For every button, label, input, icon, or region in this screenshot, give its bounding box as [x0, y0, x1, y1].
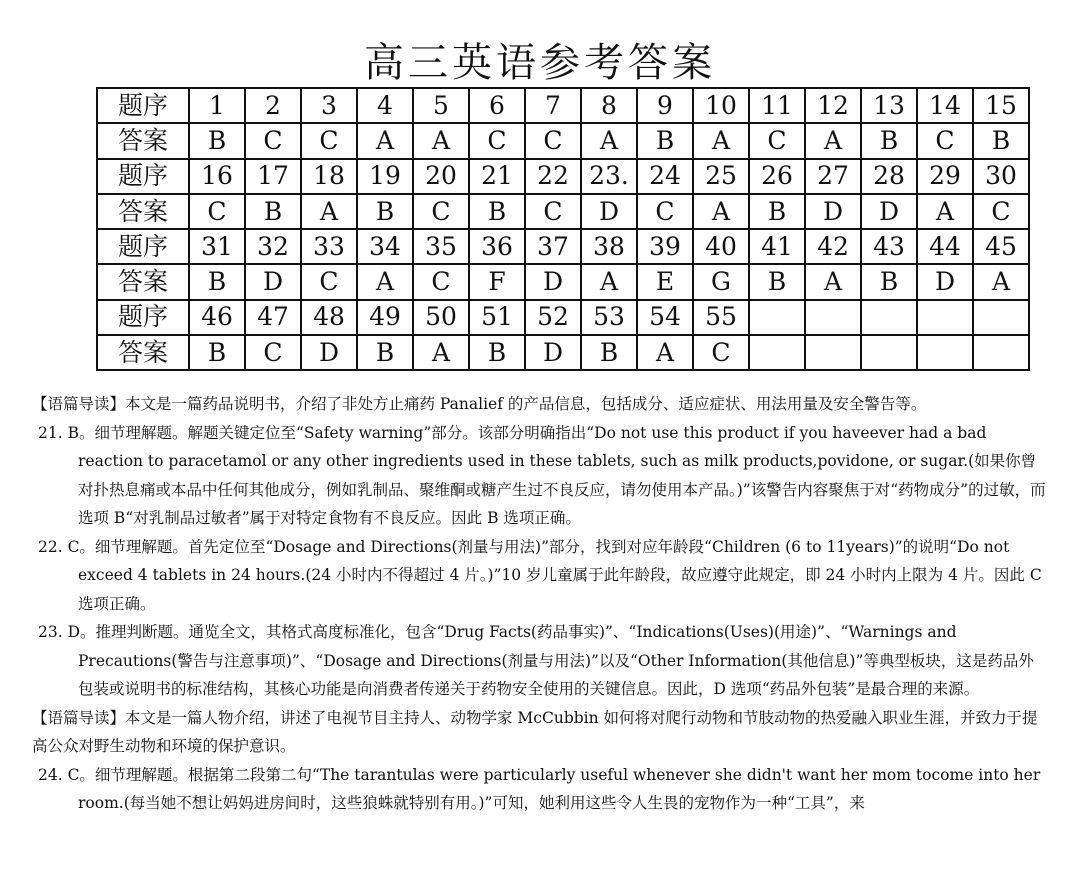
question-number-row	[97, 229, 1029, 264]
question-number-cell: 8	[581, 88, 637, 123]
question-number-cell: 29	[917, 159, 973, 194]
question-number-cell: 35	[413, 229, 469, 264]
question-number-cell: 39	[637, 229, 693, 264]
question-number-cell: 50	[413, 300, 469, 335]
answer-cell: D	[525, 264, 581, 299]
question-number-cell: 45	[973, 229, 1029, 264]
answer-cell: D	[861, 194, 917, 229]
answer-cell: A	[413, 335, 469, 370]
answer-row	[97, 335, 1029, 370]
question-number-cell: 26	[749, 159, 805, 194]
row-header-cell: 答案	[97, 194, 189, 229]
question-number-cell: 41	[749, 229, 805, 264]
question-number-cell: 46	[189, 300, 245, 335]
question-number-cell: 3	[301, 88, 357, 123]
answer-cell: A	[581, 264, 637, 299]
question-number-cell: 36	[469, 229, 525, 264]
passage-intro: 【语篇导读】本文是一篇人物介绍，讲述了电视节目主持人、动物学家 McCubbin 如何将对爬行动物和节肢动物的热爱融入职业生涯，并致力于提高公众对野生动物和环境的保护意识。	[32, 708, 1038, 755]
answer-cell: C	[525, 123, 581, 158]
answer-explanation: 23. D。推理判断题。通览全文，其格式高度标准化，包含“Drug Facts(药品事实)”、“Indications(Uses)(用途)”、“Warnings and Precautions(警告与注意事项)”、“Dosage and Directions(剂量与用法)”以及“Other Information(其他信息)”等典型板块，这是药品外包装或说明书的标准结构，其核心功能是向消费者传递关于药物安全使用的关键信息。因此，D 选项“药品外包装”是最合理的来源。	[38, 623, 1034, 698]
answer-cell: D	[525, 335, 581, 370]
answer-row	[97, 194, 1029, 229]
answer-cell: A	[973, 264, 1029, 299]
answer-cell: B	[581, 335, 637, 370]
question-number-cell: 13	[861, 88, 917, 123]
question-number-cell: 31	[189, 229, 245, 264]
answer-cell	[861, 335, 917, 370]
answer-cell: D	[917, 264, 973, 299]
question-number-cell: 38	[581, 229, 637, 264]
row-header-cell: 题序	[97, 88, 189, 123]
answer-cell: A	[805, 123, 861, 158]
question-number-cell: 5	[413, 88, 469, 123]
answer-cell: B	[469, 335, 525, 370]
answer-cell: B	[357, 194, 413, 229]
question-number-cell	[861, 300, 917, 335]
answer-cell: C	[413, 194, 469, 229]
answer-cell: C	[637, 194, 693, 229]
answer-cell: C	[917, 123, 973, 158]
answer-cell: C	[469, 123, 525, 158]
question-number-row	[97, 159, 1029, 194]
answer-cell: C	[693, 335, 749, 370]
answer-cell: A	[413, 123, 469, 158]
row-header-cell: 题序	[97, 159, 189, 194]
answer-cell	[749, 335, 805, 370]
row-header-cell: 答案	[97, 335, 189, 370]
answer-cell: A	[805, 264, 861, 299]
question-number-cell: 37	[525, 229, 581, 264]
question-number-cell: 20	[413, 159, 469, 194]
answer-cell	[917, 335, 973, 370]
question-number-cell: 33	[301, 229, 357, 264]
answer-row	[97, 123, 1029, 158]
answer-cell: D	[245, 264, 301, 299]
answer-cell: C	[245, 335, 301, 370]
question-number-cell: 34	[357, 229, 413, 264]
question-number-cell	[749, 300, 805, 335]
question-number-cell: 48	[301, 300, 357, 335]
question-number-cell: 30	[973, 159, 1029, 194]
question-number-cell: 1	[189, 88, 245, 123]
answer-cell: F	[469, 264, 525, 299]
question-number-cell: 55	[693, 300, 749, 335]
answer-cell: G	[693, 264, 749, 299]
question-number-cell: 2	[245, 88, 301, 123]
explanation-text	[32, 390, 1048, 818]
answer-cell: A	[637, 335, 693, 370]
question-number-cell: 24	[637, 159, 693, 194]
passage-intro: 【语篇导读】本文是一篇药品说明书，介绍了非处方止痛药 Panalief 的产品信息，包括成分、适应症状、用法用量及安全警告等。	[32, 395, 927, 413]
question-number-cell: 53	[581, 300, 637, 335]
answer-cell: C	[413, 264, 469, 299]
answer-cell: A	[581, 123, 637, 158]
question-number-cell: 25	[693, 159, 749, 194]
question-number-cell: 42	[805, 229, 861, 264]
question-number-cell: 4	[357, 88, 413, 123]
answer-cell: B	[469, 194, 525, 229]
question-number-cell: 54	[637, 300, 693, 335]
answer-cell: A	[301, 194, 357, 229]
question-number-cell: 51	[469, 300, 525, 335]
question-number-cell: 27	[805, 159, 861, 194]
question-number-cell: 14	[917, 88, 973, 123]
question-number-cell: 49	[357, 300, 413, 335]
answer-cell: A	[357, 123, 413, 158]
question-number-cell: 43	[861, 229, 917, 264]
question-number-cell: 6	[469, 88, 525, 123]
answer-cell: D	[805, 194, 861, 229]
question-number-cell: 12	[805, 88, 861, 123]
answer-cell: C	[245, 123, 301, 158]
answer-cell: A	[357, 264, 413, 299]
answer-cell: B	[749, 264, 805, 299]
question-number-cell: 52	[525, 300, 581, 335]
question-number-cell: 44	[917, 229, 973, 264]
answer-cell	[973, 335, 1029, 370]
answer-cell: C	[189, 194, 245, 229]
question-number-cell: 18	[301, 159, 357, 194]
question-number-row	[97, 300, 1029, 335]
question-number-cell: 16	[189, 159, 245, 194]
answer-row	[97, 264, 1029, 299]
answer-cell: B	[861, 123, 917, 158]
answer-cell: D	[301, 335, 357, 370]
answer-cell: C	[301, 123, 357, 158]
answer-explanation: 22. C。细节理解题。首先定位至“Dosage and Directions(剂量与用法)”部分，找到对应年龄段“Children (6 to 11years)”的说明“Do not exceed 4 tablets in 24 hours.(24 小时内不得超过 4 片。)”10 岁儿童属于此年龄段，故应遵守此规定，即 24 小时内上限为 4 片。因此 C 选项正确。	[38, 537, 1042, 613]
answer-cell: E	[637, 264, 693, 299]
answer-cell: C	[749, 123, 805, 158]
row-header-cell: 答案	[97, 123, 189, 158]
answer-cell: A	[917, 194, 973, 229]
answer-cell: C	[973, 194, 1029, 229]
answer-cell: B	[189, 335, 245, 370]
answer-cell: B	[637, 123, 693, 158]
question-number-cell: 9	[637, 88, 693, 123]
answer-cell: B	[245, 194, 301, 229]
answer-cell: B	[189, 123, 245, 158]
answer-cell: B	[749, 194, 805, 229]
answer-cell: B	[189, 264, 245, 299]
answer-table	[96, 87, 1030, 371]
question-number-cell: 7	[525, 88, 581, 123]
row-header-cell: 题序	[97, 300, 189, 335]
answer-explanation: 24. C。细节理解题。根据第二段第二句“The tarantulas were particularly useful whenever she didn't want her mom tocome into her room.(每当她不想让妈妈进房间时，这些狼蛛就特别有用。)”可知，她利用这些令人生畏的宠物作为一种“工具”，来	[38, 765, 1041, 812]
question-number-cell: 11	[749, 88, 805, 123]
answer-cell: B	[861, 264, 917, 299]
answer-cell: A	[693, 123, 749, 158]
question-number-cell: 21	[469, 159, 525, 194]
answer-cell: C	[301, 264, 357, 299]
question-number-cell: 28	[861, 159, 917, 194]
answer-cell	[805, 335, 861, 370]
row-header-cell: 题序	[97, 229, 189, 264]
answer-cell: A	[693, 194, 749, 229]
answer-cell: D	[581, 194, 637, 229]
document-title: 高三英语参考答案	[364, 40, 716, 86]
answer-cell: B	[973, 123, 1029, 158]
answer-cell: C	[525, 194, 581, 229]
question-number-cell: 17	[245, 159, 301, 194]
question-number-cell: 15	[973, 88, 1029, 123]
question-number-cell: 32	[245, 229, 301, 264]
question-number-cell: 19	[357, 159, 413, 194]
row-header-cell: 答案	[97, 264, 189, 299]
question-number-cell	[805, 300, 861, 335]
question-number-cell	[973, 300, 1029, 335]
answer-explanation: 21. B。细节理解题。解题关键定位至“Safety warning”部分。该部分明确指出“Do not use this product if you haveever had a bad reaction to paracetamol or any other ingredients used in these tablets, such as milk products,povidone, or sugar.(如果你曾对扑热息痛或本品中任何其他成分，例如乳制品、聚维酮或糖产生过不良反应，请勿使用本产品。)”该警告内容聚焦于对“药物成分”的过敏，而选项 B“对乳制品过敏者”属于对特定食物有不良反应。因此 B 选项正确。	[38, 423, 1046, 527]
question-number-cell: 22	[525, 159, 581, 194]
answer-cell: B	[357, 335, 413, 370]
question-number-cell: 10	[693, 88, 749, 123]
question-number-cell: 40	[693, 229, 749, 264]
question-number-row	[97, 88, 1029, 123]
question-number-cell	[917, 300, 973, 335]
question-number-cell: 23.	[581, 159, 637, 194]
question-number-cell: 47	[245, 300, 301, 335]
